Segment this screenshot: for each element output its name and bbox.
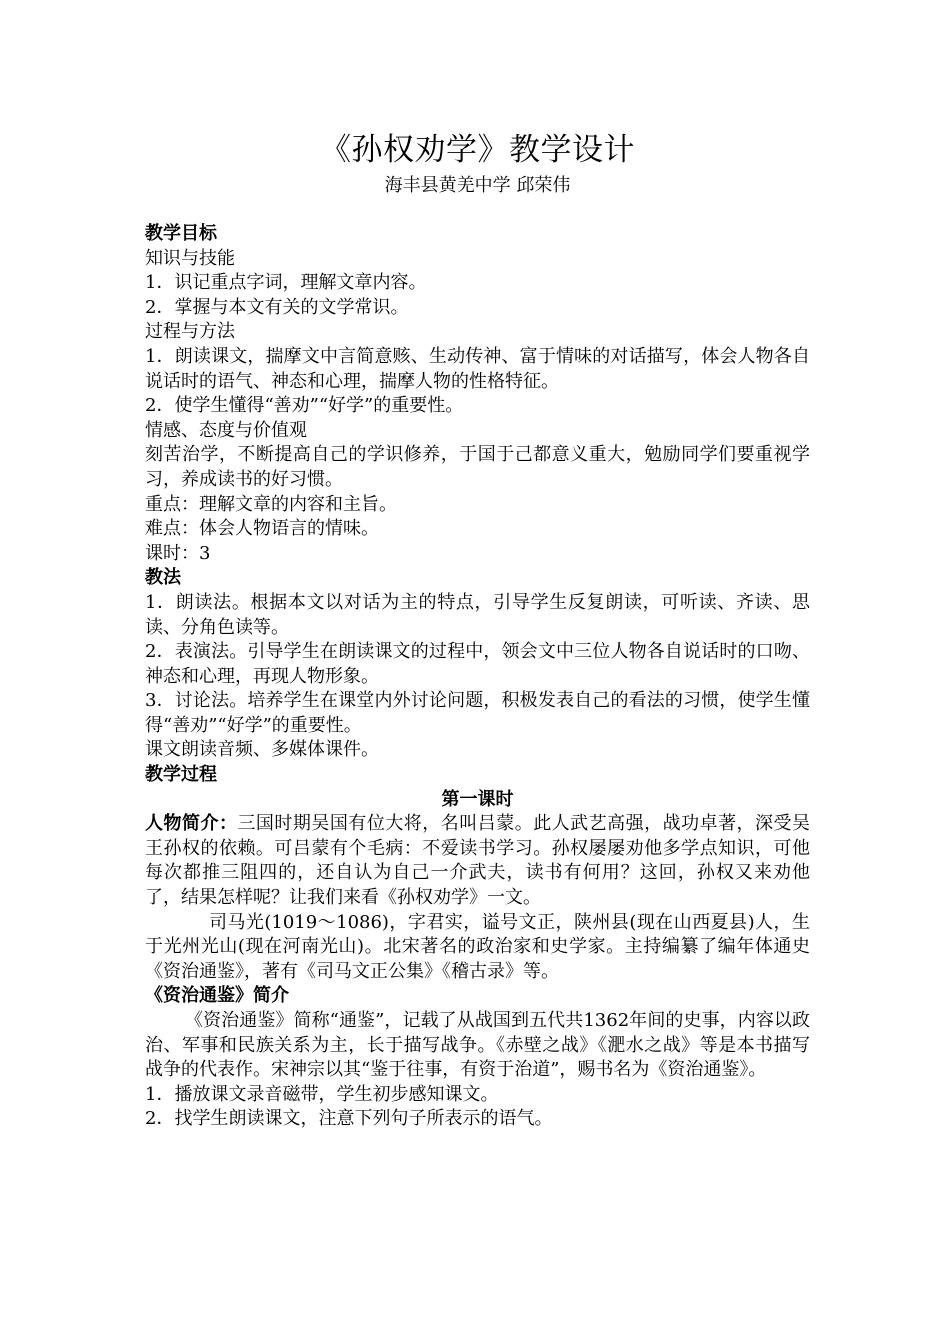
lesson-1-heading: 第一课时 — [441, 788, 514, 810]
key-point: 重点：理解文章的内容和主旨。 — [145, 493, 397, 515]
knowledge-item-2: 2．掌握与本文有关的文学常识。 — [145, 296, 409, 318]
emotion-heading: 情感、态度与价值观 — [145, 419, 307, 441]
method-item-1: 1．朗读法。根据本文以对话为主的特点，引导学生反复朗读，可听读、齐读、思读、分角色读等。 — [145, 591, 810, 638]
method-heading: 教法 — [145, 567, 181, 589]
document-page — [145, 128, 810, 1132]
character-text: 三国时期吴国有位大将，名叫吕蒙。此人武艺高强，战功卓著，深受吴王孙权的依赖。可吕蒙有个毛病：不爱读书学习。孙权屡屡劝他多学点知识，可他每次都推三阻四的，还自认为自己一介武夫，读书有何用？这回，孙权又来劝他了，结果怎样呢？让我们来看《孙权劝学》一文。 — [145, 813, 811, 909]
teaching-process-heading: 教学过程 — [145, 764, 217, 786]
knowledge-item-1: 1．识记重点字词，理解文章内容。 — [145, 272, 427, 294]
class-hours: 课时：3 — [145, 542, 211, 564]
author-line: 海丰县黄羌中学 邱荣伟 — [384, 175, 571, 196]
emotion-text: 刻苦治学，不断提高自己的学识修养，于国于己都意义重大，勉励同学们要重视学习，养成读书的好习惯。 — [145, 444, 810, 490]
process-item-2: 2．使学生懂得“善劝”“好学”的重要性。 — [145, 395, 464, 417]
character-label: 人物简介： — [145, 813, 238, 835]
zztj-heading: 《资治通鉴》简介 — [145, 985, 289, 1007]
difficult-point: 难点：体会人物语言的情味。 — [145, 518, 379, 540]
method-item-3: 3．讨论法。培养学生在课堂内外讨论问题，积极发表自己的看法的习惯，使学生懂得“善劝”“好学”的重要性。 — [145, 690, 810, 736]
step-2: 2．找学生朗读课文，注意下列句子所表示的语气。 — [145, 1108, 553, 1130]
process-item-1: 1．朗读课文，揣摩文中言简意赅、生动传神、富于情味的对话描写，体会人物各自说话时的语气、神态和心理，揣摩人物的性格特征。 — [145, 345, 810, 392]
step-1: 1．播放课文录音磁带，学生初步感知课文。 — [145, 1083, 499, 1105]
document-title: 《孙权劝学》教学设计 — [320, 132, 635, 168]
sima-guang-intro: 司马光(1019～1086)，字君实，谥号文正，陕州县(现在山西夏县)人，生于光州光山(现在河南光山)。北宋著名的政治家和史学家。主持编纂了编年体通史《资治通鉴》，著有《司马文正公集》《稽古录》等。 — [145, 911, 810, 982]
character-intro — [145, 812, 810, 910]
zztj-text: 《资治通鉴》简称“通鉴”，记载了从战国到五代共1362年间的史事，内容以政治、军事和民族关系为主，长于描写战争。《赤壁之战》《淝水之战》等是本书描写战争的代表作。宋神宗以其“鉴于往事，有资于治道”，赐书名为《资治通鉴》。 — [145, 1010, 810, 1081]
process-heading: 过程与方法 — [145, 321, 235, 343]
materials: 课文朗读音频、多媒体课件。 — [145, 739, 379, 761]
method-item-2: 2．表演法。引导学生在朗读课文的过程中，领会文中三位人物各自说话时的口吻、神态和心理，再现人物形象。 — [145, 641, 810, 687]
goals-heading: 教学目标 — [145, 223, 217, 244]
knowledge-heading: 知识与技能 — [145, 247, 235, 269]
